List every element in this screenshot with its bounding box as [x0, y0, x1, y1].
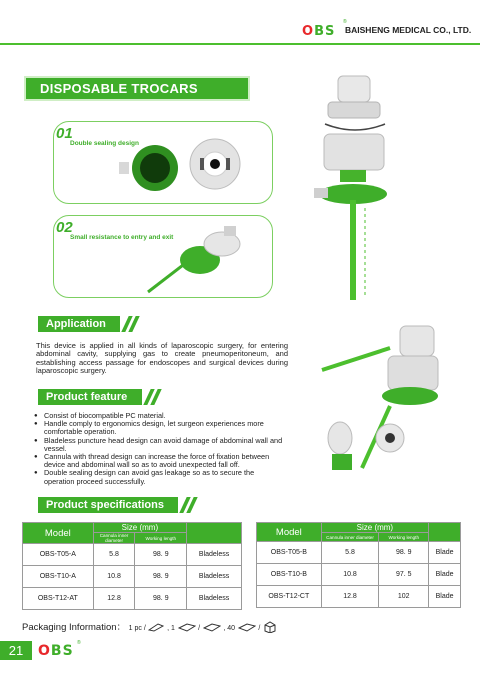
type-cell: Bladeless [187, 588, 242, 610]
length-cell: 98. 9 [135, 566, 187, 588]
page-title: DISPOSABLE TROCARS [40, 81, 198, 96]
feature-caption: Double sealing design [70, 140, 139, 147]
header-size: Size (mm) [93, 523, 187, 533]
packaging-sep: / [198, 625, 201, 632]
feature-number: 02 [56, 219, 73, 236]
length-cell: 98. 9 [135, 588, 187, 610]
table-row [257, 564, 461, 586]
registered-mark: ® [77, 640, 81, 646]
packaging-qty: , 40 [223, 625, 236, 632]
box-icon [203, 622, 221, 632]
feature-item: ● Bladeless puncture head design can avoid damage of abdominal wall and vessel. [34, 437, 284, 453]
packaging-info [22, 619, 277, 633]
trocar-tilted-illustration [140, 222, 250, 294]
diameter-cell: 10.8 [321, 564, 379, 586]
table-row [23, 588, 242, 610]
product-specifications-heading-bar [38, 497, 178, 513]
carton-icon [263, 621, 277, 633]
length-cell: 102 [379, 586, 429, 608]
length-cell: 98. 9 [379, 542, 429, 564]
registered-mark: ® [343, 19, 347, 25]
type-cell: Bladeless [187, 544, 242, 566]
feature-list [34, 412, 284, 486]
diameter-cell: 12.8 [93, 588, 135, 610]
model-cell: OBS-T10-B [257, 564, 322, 586]
feature-item: ● Cannula with thread design can increase the force of fixation between device and abdominal wall so as to avoid unexpected fall off. [34, 453, 284, 469]
page-title-bar [26, 78, 248, 99]
packaging-label: Packaging Information： [22, 622, 127, 633]
logo-letter-o: O [38, 643, 51, 659]
logo-letters-bs: BS [314, 24, 336, 39]
header-cannula: Cannula inner diameter [93, 533, 135, 544]
model-cell: OBS-T05-B [257, 542, 322, 564]
product-feature-heading-bar [38, 389, 142, 405]
table-row [23, 566, 242, 588]
type-cell: Bladeless [187, 566, 242, 588]
header-size: Size (mm) [321, 523, 428, 533]
header-model: Model [23, 523, 94, 544]
packaging-sep: / [258, 625, 261, 632]
application-heading: Application [46, 318, 106, 330]
model-cell: OBS-T05-A [23, 544, 94, 566]
application-heading-bar [38, 316, 120, 332]
header-blank [187, 523, 242, 544]
logo-letters-bs: BS [50, 643, 74, 659]
application-text: This device is applied in all kinds of laparoscopic surgery, for entering abdominal cavity, supplying gas to create pneumoperitoneum, and establishing access passage for endoscopes and surgical devices during laparoscopic surgery. [36, 341, 288, 375]
table-row [257, 542, 461, 564]
trocar-diagonal-illustration [290, 318, 460, 488]
diameter-cell: 12.8 [321, 586, 379, 608]
spec-table-bladeless [22, 522, 242, 610]
diameter-cell: 5.8 [93, 544, 135, 566]
diameter-cell: 10.8 [93, 566, 135, 588]
feature-item: ● Handle comply to ergonomics design, let surgeon experiences more comfortable operation. [34, 420, 284, 436]
type-cell: Blade [429, 586, 461, 608]
product-specifications-heading: Product specifications [46, 499, 164, 511]
box-icon [238, 622, 256, 632]
seal-illustration [115, 138, 255, 200]
feature-item: ● Double sealing design can avoid gas leakage so as to secure the operation proceed successfully. [34, 469, 284, 485]
header-blank [429, 523, 461, 542]
header-cannula: Cannula inner diameter [321, 533, 379, 542]
trocar-main-illustration [300, 70, 410, 310]
feature-number: 01 [56, 125, 73, 142]
box-icon [178, 622, 196, 632]
model-cell: OBS-T12-AT [23, 588, 94, 610]
pouch-icon [148, 622, 164, 632]
page-number: 21 [0, 641, 32, 660]
packaging-qty: 1 pc / [128, 625, 146, 632]
length-cell: 98. 9 [135, 544, 187, 566]
feature-item: ● Consist of biocompatible PC material. [34, 412, 284, 420]
type-cell: Blade [429, 564, 461, 586]
diameter-cell: 5.8 [321, 542, 379, 564]
header-working: Working length [135, 533, 187, 544]
header-model: Model [257, 523, 322, 542]
packaging-qty: , 1 [167, 625, 175, 632]
product-feature-heading: Product feature [46, 391, 128, 403]
length-cell: 97. 5 [379, 564, 429, 586]
type-cell: Blade [429, 542, 461, 564]
feature-caption: Small resistance to entry and exit [70, 234, 174, 241]
table-row [23, 544, 242, 566]
company-name: BAISHENG MEDICAL CO., LTD. [345, 25, 472, 35]
model-cell: OBS-T10-A [23, 566, 94, 588]
model-cell: OBS-T12-CT [257, 586, 322, 608]
brand-logo [302, 22, 342, 38]
header-divider [0, 43, 480, 45]
spec-table-blade [256, 522, 461, 608]
header-working: Working length [379, 533, 429, 542]
logo-letter-o: O [302, 24, 315, 39]
table-row [257, 586, 461, 608]
footer-logo [38, 642, 74, 660]
